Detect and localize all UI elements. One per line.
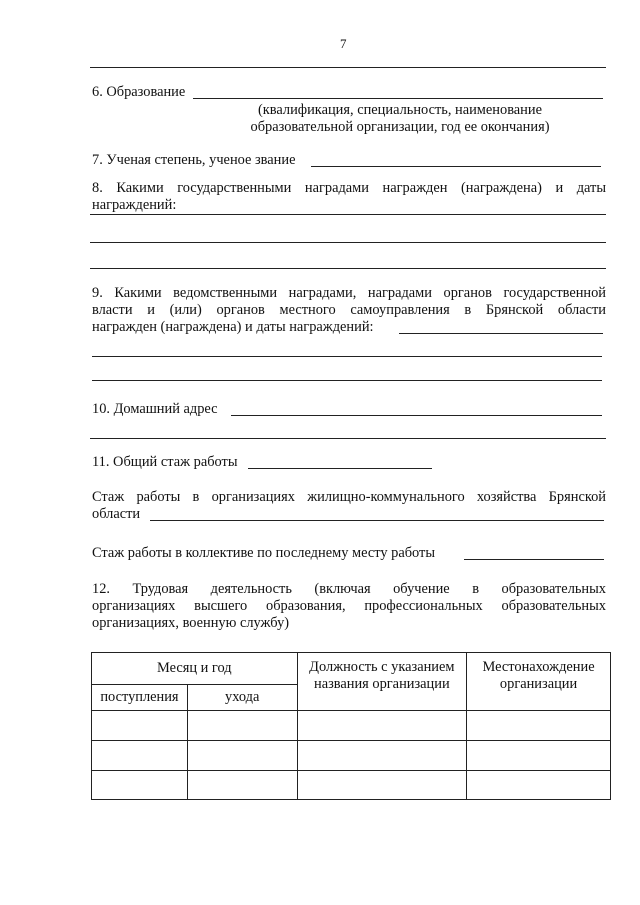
education-hint-2: образовательной организации, год ее окончания) [250, 119, 550, 135]
header-location [467, 653, 611, 711]
team-experience-field[interactable] [464, 559, 604, 560]
experience-field[interactable] [248, 468, 432, 469]
experience-label: 11. Общий стаж работы [92, 454, 238, 470]
state-awards-field-3[interactable] [90, 268, 606, 269]
table-cell[interactable] [467, 711, 611, 741]
dept-awards-field-2[interactable] [92, 380, 602, 381]
header-position-2: названия организации [314, 676, 450, 692]
table-row [92, 771, 611, 800]
table-cell[interactable] [297, 741, 467, 771]
table-cell[interactable] [187, 771, 297, 800]
team-experience-label: Стаж работы в коллективе по последнему месту работы [92, 545, 435, 561]
state-awards-field-1[interactable] [90, 214, 606, 215]
labor-line-3: организациях, военную службу) [92, 615, 290, 631]
table-cell[interactable] [187, 741, 297, 771]
housing-experience-field[interactable] [150, 520, 604, 521]
table-cell[interactable] [467, 771, 611, 800]
dept-awards-field-inline[interactable] [399, 333, 603, 334]
header-location-2: организации [499, 676, 578, 692]
address-field[interactable] [231, 415, 602, 416]
address-field-2[interactable] [90, 438, 606, 439]
header-location-1: Местонахождение [482, 659, 595, 675]
dept-awards-line-2: власти и (или) органов местного самоуправления в Брянской области [92, 302, 606, 318]
header-month-year: Месяц и год [92, 653, 298, 685]
degree-field[interactable] [311, 166, 601, 167]
degree-label: 7. Ученая степень, ученое звание [92, 152, 296, 168]
labor-line-2: организациях высшего образования, профессиональных образовательных [92, 598, 606, 614]
table-cell[interactable] [297, 771, 467, 800]
dept-awards-line-3: награжден (награждена) и даты награждений: [92, 319, 374, 335]
table-cell[interactable] [467, 741, 611, 771]
page-number: 7 [340, 36, 347, 51]
header-leave: ухода [187, 685, 297, 711]
table-cell[interactable] [297, 711, 467, 741]
housing-experience-line-2: области [92, 506, 141, 522]
table-cell[interactable] [92, 741, 188, 771]
labor-table [91, 652, 611, 800]
state-awards-line-1: 8. Какими государственными наградами награжден (награждена) и даты [92, 180, 606, 196]
dept-awards-line-1: 9. Какими ведомственными наградами, наградами органов государственной [92, 285, 606, 301]
header-position-1: Должность с указанием [309, 659, 455, 675]
state-awards-field-2[interactable] [90, 242, 606, 243]
table-row [92, 741, 611, 771]
labor-line-1: 12. Трудовая деятельность (включая обучение в образовательных [92, 581, 606, 597]
housing-experience-line-1: Стаж работы в организациях жилищно-коммунального хозяйства Брянской [92, 489, 606, 505]
header-position [297, 653, 467, 711]
education-label: 6. Образование [92, 84, 186, 100]
table-cell[interactable] [187, 711, 297, 741]
header-rule [90, 67, 606, 68]
table-row [92, 711, 611, 741]
table-cell[interactable] [92, 771, 188, 800]
education-hint-1: (квалификация, специальность, наименование [258, 102, 542, 118]
table-cell[interactable] [92, 711, 188, 741]
header-start: поступления [92, 685, 188, 711]
education-field[interactable] [193, 98, 603, 99]
state-awards-line-2: награждений: [92, 197, 177, 213]
address-label: 10. Домашний адрес [92, 401, 218, 417]
dept-awards-field-1[interactable] [92, 356, 602, 357]
